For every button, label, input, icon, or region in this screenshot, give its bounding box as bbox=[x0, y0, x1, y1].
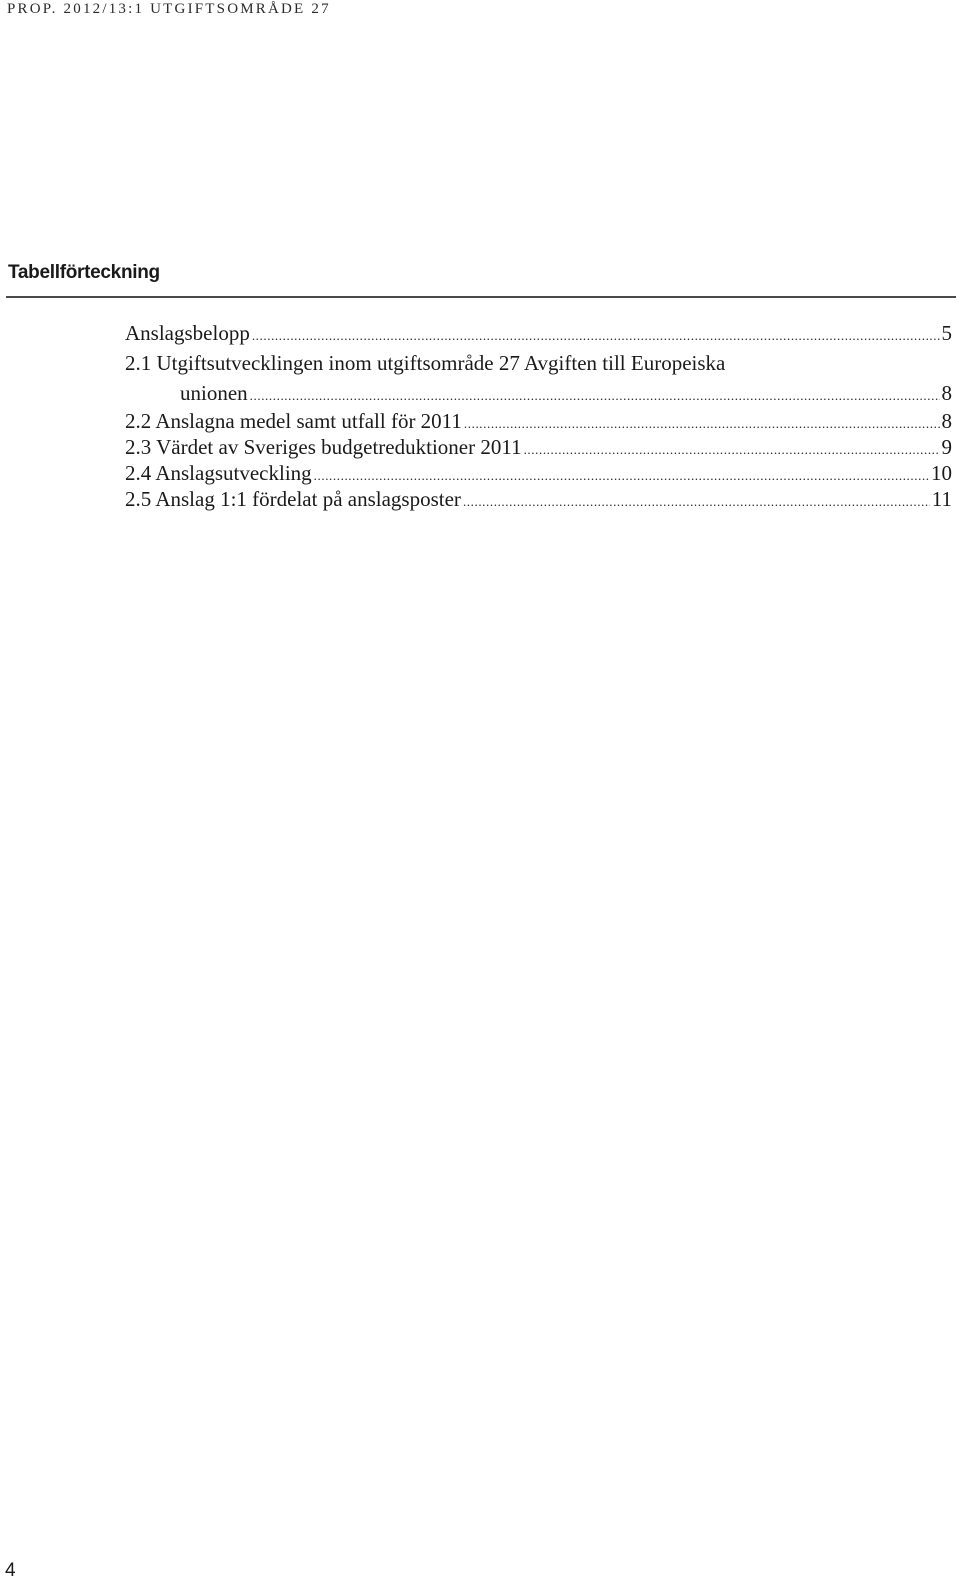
running-header: PROP. 2012/13:1 UTGIFTSOMRÅDE 27 bbox=[7, 1, 331, 17]
toc-entry-text: 2.3 Värdet av Sveriges budgetreduktioner 2011 bbox=[125, 435, 522, 459]
toc-entry-text-continuation: unionen bbox=[180, 381, 248, 405]
toc-entry-text: 2.4 Anslagsutveckling bbox=[125, 461, 312, 485]
toc-leader-dots bbox=[463, 489, 930, 515]
section-heading: Tabellförteckning bbox=[8, 262, 160, 283]
toc-leader-dots bbox=[252, 323, 940, 349]
heading-rule bbox=[6, 296, 956, 298]
toc-entry-text: 2.1 Utgiftsutvecklingen inom utgiftsområde 27 Avgiften till Europeiska bbox=[125, 351, 726, 375]
toc-entry-text: 2.2 Anslagna medel samt utfall för 2011 bbox=[125, 409, 462, 433]
toc-entry-page: 10 bbox=[931, 461, 952, 485]
toc-leader-dots bbox=[250, 383, 940, 409]
page-number: 4 bbox=[5, 1560, 16, 1581]
toc-entry-text: 2.5 Anslag 1:1 fördelat på anslagsposter bbox=[125, 487, 461, 511]
toc-entry-2-2[interactable] bbox=[125, 408, 952, 437]
toc-entry-2-3[interactable] bbox=[125, 434, 952, 463]
toc-entry-page: 8 bbox=[941, 409, 952, 433]
toc-entry-2-5[interactable] bbox=[125, 486, 952, 515]
toc-entry-text: Anslagsbelopp bbox=[125, 321, 250, 345]
toc-entry-page: 9 bbox=[941, 435, 952, 459]
toc-entry-2-1[interactable] bbox=[125, 350, 952, 409]
toc-entry-page: 8 bbox=[941, 381, 952, 405]
toc-entry-page: 5 bbox=[941, 321, 952, 345]
toc-entry-2-4[interactable] bbox=[125, 460, 952, 489]
toc-entry-page: 11 bbox=[931, 487, 952, 511]
toc-entry-anslagsbelopp[interactable] bbox=[125, 320, 952, 349]
